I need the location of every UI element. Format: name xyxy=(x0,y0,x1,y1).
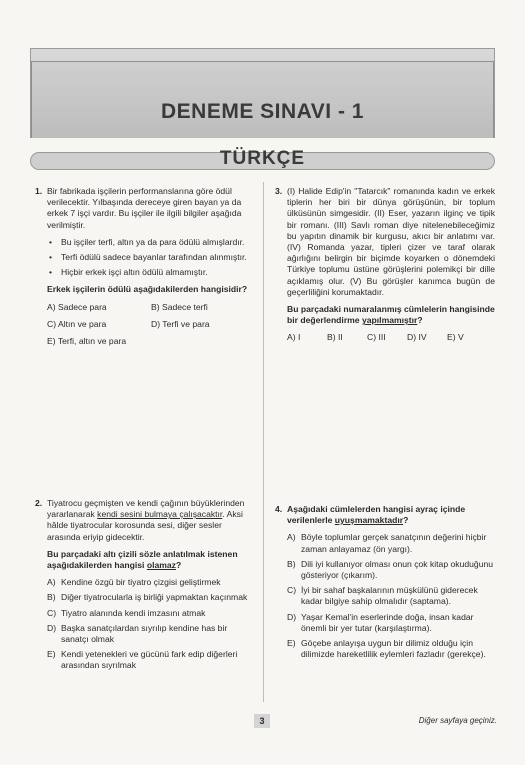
option-c[interactable]: C) Tiyatro alanında kendi imzasını atmak xyxy=(47,607,206,618)
question-3 xyxy=(275,186,495,344)
question-1 xyxy=(35,186,255,347)
bullet-dot-icon: • xyxy=(49,267,53,278)
question-stem: Bu parçadaki altı çizili sözle anlatılmak istenen aşağıdakilerden hangisi olamaz? xyxy=(47,548,238,571)
answer-options xyxy=(287,332,495,343)
question-number: 1. xyxy=(35,186,43,196)
option-d[interactable]: D) Yaşar Kemal'in eserlerinde doğa, insan kadar önemli bir yer tutar (karşılaştırma). xyxy=(287,611,474,633)
question-stem: Erkek işçilerin ödülü aşağıdakilerden hangisidir? xyxy=(47,284,248,295)
option-a[interactable]: A) I xyxy=(287,332,301,343)
option-a[interactable]: A) Sadece para xyxy=(47,301,107,312)
column-divider xyxy=(263,182,264,702)
question-bullets xyxy=(47,237,255,279)
question-intro: Tiyatrocu geçmişten ve kendi çağının büyüklerinden yararlanarak kendi sesini bulmaya çalışacaktır. Aksi hâlde tiyatrocular korosunda sesi, diğer sesler arasında eriyip gidecektir. xyxy=(47,498,245,542)
option-d[interactable]: D) Başka sanatçılardan sıyrılıp kendine has bir sanatçı olmak xyxy=(47,622,228,645)
question-intro: (I) Halide Edip'in "Tatarcık" romanında kadın ve erkek tiplerin her biri bir dünya görüşünün, bir toplum ülküsünün simgesidir. (II) Eser, yazarın ilginç ve tipik bir romanı. (III) Savlı roman diye nitelenebileceğimiz bu yapıtın dinamik bir kurgusu, akıcı bir anlatımı var. (IV) Romanda yazar, tipleri çizer ve taraf olarak ağırlığını belirgin bir biçimde koyarken o dönemdeki Türkiye toplumu üstüne görüşlerini polemikçi bir dille açıklamış olur. (V) Bu görüşler kanımca bugün de geçerliliğini korumaktadır. xyxy=(287,186,495,297)
question-4 xyxy=(275,504,495,664)
option-b[interactable]: B) Sadece terfi xyxy=(151,301,208,312)
answer-options xyxy=(47,302,255,348)
bullet-dot-icon: • xyxy=(49,236,53,247)
option-e[interactable]: E) Terfi, altın ve para xyxy=(47,336,127,347)
option-c[interactable]: C) İyi bir sahaf başkalarının müşkülünü giderecek kadar bilgiye sahip olmalıdır (saptama). xyxy=(287,585,478,607)
exam-title: DENEME SINAVI - 1 xyxy=(161,100,364,123)
bullet-item: • Bu işçiler terfi, altın ya da para ödülü almışlardır. xyxy=(49,236,245,247)
option-d[interactable]: D) Terfi ve para xyxy=(151,318,210,329)
question-stem: Aşağıdaki cümlelerden hangisi ayraç içinde verilenlerle uyuşmamaktadır? xyxy=(287,504,466,526)
underlined-word: olamaz xyxy=(146,560,176,571)
option-b[interactable]: B) Diğer tiyatrocularla iş birliği yapmaktan kaçınmak xyxy=(47,592,248,603)
question-number: 3. xyxy=(275,186,283,196)
bullet-item: • Hiçbir erkek işçi altın ödülü almamıştır. xyxy=(49,267,208,278)
underlined-phrase: kendi sesini bulmaya çalışacaktır xyxy=(97,509,223,520)
left-column xyxy=(35,186,255,706)
subject-label: TÜRKÇE xyxy=(219,148,306,169)
option-e[interactable]: E) V xyxy=(447,332,464,343)
option-a[interactable]: A) Böyle toplumlar gerçek sanatçının değerini hiçbir zaman anlayamaz (ön yargı). xyxy=(287,532,487,554)
page-number: 3 xyxy=(254,714,270,728)
option-a[interactable]: A) Kendine özgü bir tiyatro çizgisi geliştirmek xyxy=(47,577,221,588)
question-2 xyxy=(35,498,255,676)
question-number: 2. xyxy=(35,498,43,508)
option-d[interactable]: D) IV xyxy=(407,332,427,343)
bullet-item: • Terfi ödülü sadece bayanlar tarafından alınmıştır. xyxy=(49,252,247,263)
underlined-word: yapılmamıştır xyxy=(361,315,418,326)
question-stem: Bu parçadaki numaralanmış cümlelerin hangisinde bir değerlendirme yapılmamıştır? xyxy=(287,304,495,326)
bullet-dot-icon: • xyxy=(49,252,53,263)
answer-options xyxy=(287,532,495,660)
option-e[interactable]: E) Kendi yetenekleri ve gücünü fark edip diğerleri arasından sıyrılmak xyxy=(47,649,238,671)
option-c[interactable]: C) III xyxy=(367,332,386,343)
answer-options xyxy=(47,577,255,671)
option-c[interactable]: C) Altın ve para xyxy=(47,318,107,329)
option-e[interactable]: E) Göçebe anlayışa uygun bir dilimiz olduğu için dilimizde hareketlilik eylemleri fazladır (gerekçe). xyxy=(287,638,486,660)
underlined-word: uyuşmamaktadır xyxy=(334,515,404,526)
option-b[interactable]: B) II xyxy=(327,332,343,343)
next-page-note: Diğer sayfaya geçiniz. xyxy=(418,716,497,725)
question-intro: Bir fabrikada işçilerin performanslarına göre ödül verilecektir. Yılbaşında dereceye giren bayan ya da erkek 7 işçi vardır. Bu işçiler ile ilgili bilgiler aşağıda verilmiştir. xyxy=(47,186,242,230)
right-column xyxy=(275,186,495,706)
question-number: 4. xyxy=(275,504,283,514)
title-banner xyxy=(30,48,495,138)
option-b[interactable]: B) Dili iyi kullanıyor olması onun çok kitap okuduğunu gösteriyor (çıkarım). xyxy=(287,558,494,581)
